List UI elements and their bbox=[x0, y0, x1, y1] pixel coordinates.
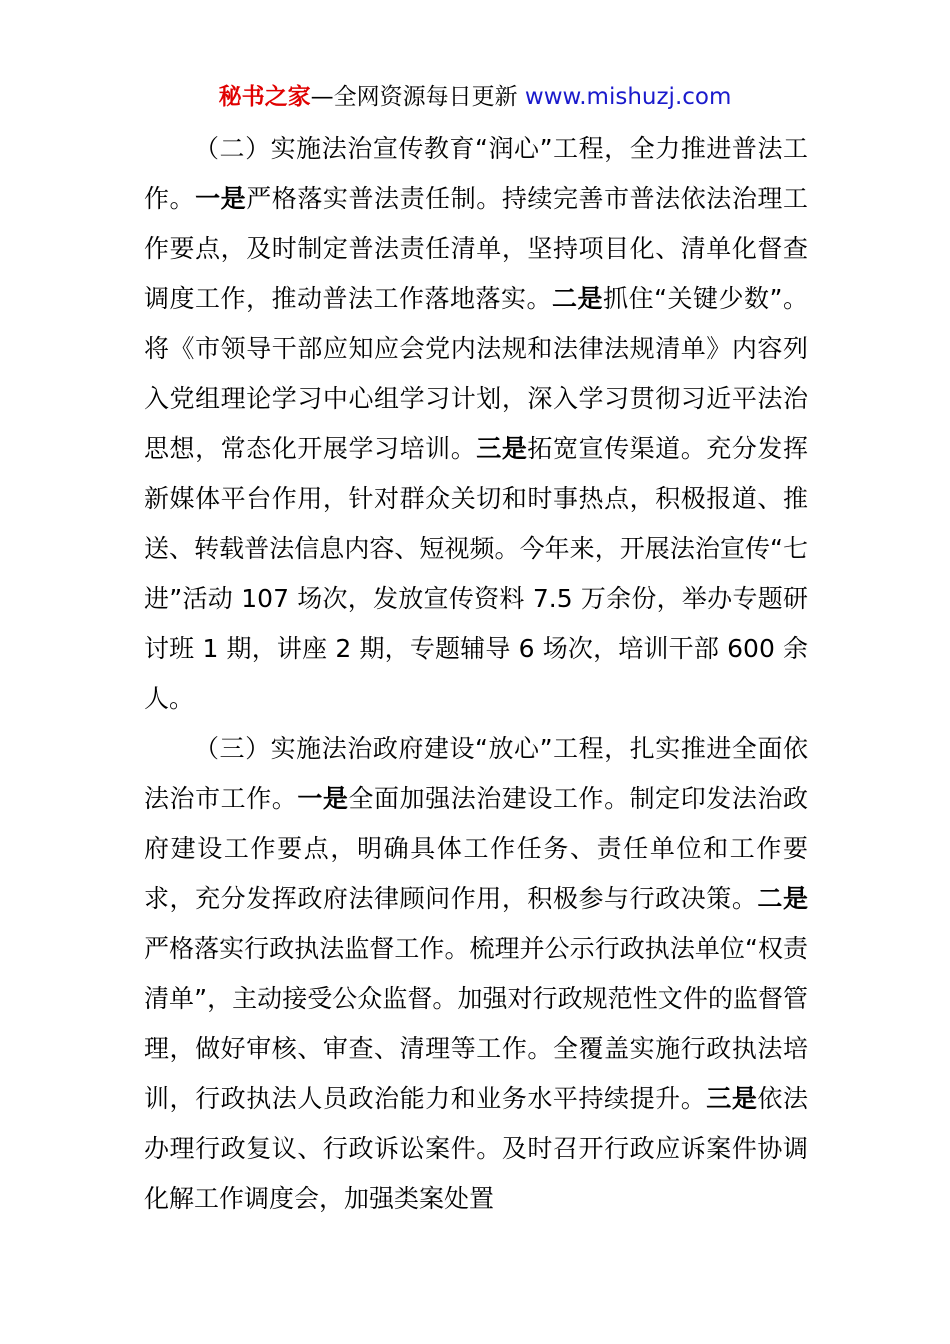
text-segment: 严格落实行政执法监督工作。梳理并公示行政执法单位“权责清单”，主动接受公众监督。加强对行政规范性文件的监督管理，做好审核、审查、清理等工作。全覆盖实施行政执法培训，行政执法人员政治能力和业务水平持续提升。 bbox=[144, 934, 808, 1113]
bold-lead-second: 二是 bbox=[757, 884, 808, 913]
site-header bbox=[0, 80, 950, 114]
paragraph-section-3 bbox=[144, 724, 808, 1224]
text-segment: 拓宽宣传渠道。充分发挥新媒体平台作用，针对群众关切和时事热点，积极报道、推送、转载普法信息内容、短视频。今年来，开展法治宣传“七进”活动 107 场次，发放宣传资料 7.5 万余份，举办专题研讨班 1 期，讲座 2 期，专题辅导 6 场次，培训干部 600 余人。 bbox=[144, 434, 808, 713]
text-segment: 依法办理行政复议、行政诉讼案件。及时召开行政应诉案件协调化解工作调度会，加强类案处置 bbox=[144, 1084, 808, 1213]
paragraph-section-2 bbox=[144, 124, 808, 724]
text-segment: （二）实施法治宣传教育“润心”工程，全力推进普法工作。 bbox=[144, 134, 808, 213]
header-tagline: —全网资源每日更新 bbox=[310, 84, 525, 110]
bold-lead-first: 一是 bbox=[195, 184, 247, 213]
text-segment: 抓住“关键少数”。将《市领导干部应知应会党内法规和法律法规清单》内容列入党组理论学习中心组学习计划，深入学习贯彻习近平法治思想，常态化开展学习培训。 bbox=[144, 284, 808, 463]
bold-lead-second: 二是 bbox=[552, 284, 604, 313]
site-url-link[interactable]: www.mishuzj.com bbox=[524, 84, 732, 110]
bold-lead-third: 三是 bbox=[476, 434, 528, 463]
bold-lead-third: 三是 bbox=[706, 1084, 758, 1113]
brand-name: 秘书之家 bbox=[218, 84, 311, 110]
text-segment: （三）实施法治政府建设“放心”工程，扎实推进全面依法治市工作。 bbox=[144, 734, 808, 813]
text-segment: 全面加强法治建设工作。制定印发法治政府建设工作要点，明确具体工作任务、责任单位和工作要求，充分发挥政府法律顾问作用，积极参与行政决策。 bbox=[144, 784, 808, 913]
text-segment: 严格落实普法责任制。持续完善市普法依法治理工作要点，及时制定普法责任清单，坚持项目化、清单化督查调度工作，推动普法工作落地落实。 bbox=[144, 184, 808, 313]
document-body bbox=[144, 124, 808, 1224]
bold-lead-first: 一是 bbox=[297, 784, 349, 813]
